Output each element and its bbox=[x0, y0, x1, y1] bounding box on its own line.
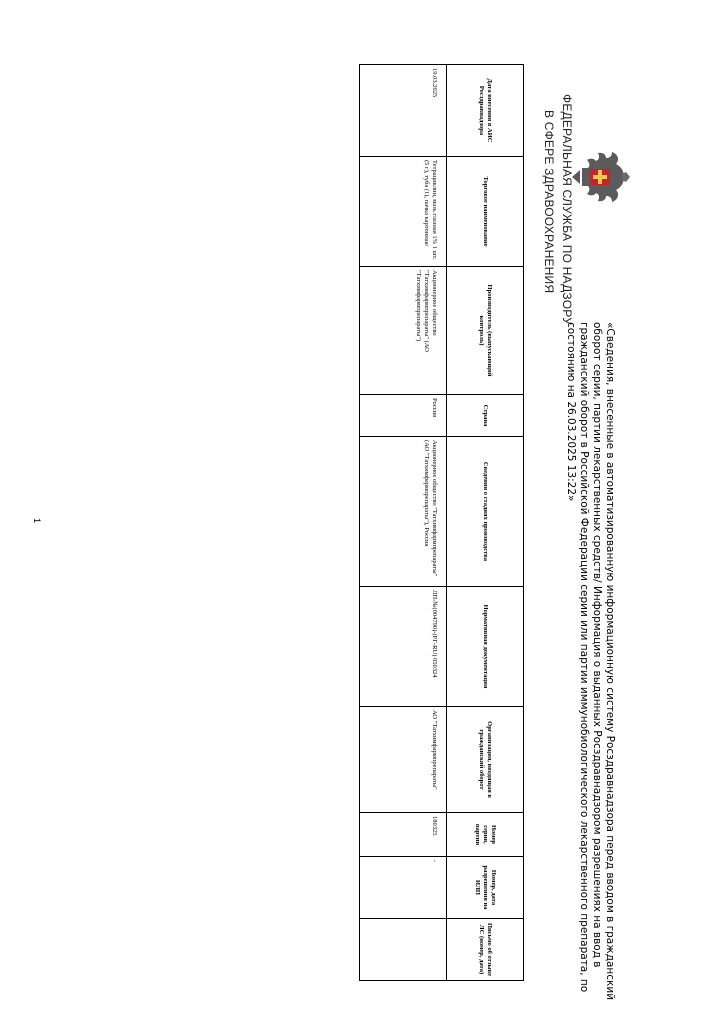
table-cell: 180325 bbox=[360, 813, 447, 857]
table-row bbox=[360, 65, 447, 981]
table-header-row bbox=[447, 65, 524, 981]
table-cell: Россия bbox=[360, 395, 447, 437]
agency-name-line-2: В СФЕРЕ ЗДРАВООХРАНЕНИЯ bbox=[542, 110, 556, 294]
column-header: Производитель (выпускающий контроль) bbox=[447, 267, 524, 395]
column-header: Торговое наименование bbox=[447, 157, 524, 267]
column-header: Дата внесения в АИС Росздравнадзора bbox=[447, 65, 524, 157]
page-number: 1 bbox=[32, 518, 42, 524]
table-cell: Тетрациклин, мазь глазная 1% 1 шт. (5 г), туба (1), пачка картонная/ bbox=[360, 157, 447, 267]
column-header: Страна bbox=[447, 395, 524, 437]
agency-name bbox=[540, 94, 576, 326]
column-header: Номер, дата разрешения на ИЛП bbox=[447, 857, 524, 919]
column-header: Организация, вводящая в гражданский оборот bbox=[447, 707, 524, 813]
column-header: Нормативная документация bbox=[447, 587, 524, 707]
document-heading: «Сведения, внесенные в автоматизированную информационную систему Росздравнадзора перед вводом в гражданский оборот серии, партии лекарственных средств/ Информация о выданных Росздравнадзором разрешениях на ввод в гражданский оборот в Российской Федерации серии или партии иммунобиологического лекарственного препарата, по состоянию на 26.03.2025 13:22» bbox=[565, 322, 616, 1001]
column-header: Номер серии, партии bbox=[447, 813, 524, 857]
table-cell: Акционерное общество "Татхимфармпрепараты" (АО "Татхимфармпрепараты") bbox=[360, 267, 447, 395]
table-cell: 19.03.2025 bbox=[360, 65, 447, 157]
table-cell: Акционерное общество "Татхимфармпрепараты" (АО "Татхимфармпрепараты"), Россия bbox=[360, 437, 447, 587]
agency-name-line-1: ФЕДЕРАЛЬНАЯ СЛУЖБА ПО НАДЗОРУ bbox=[560, 94, 574, 326]
table-cell bbox=[360, 919, 447, 981]
table-cell: - bbox=[360, 857, 447, 919]
eagle-emblem-icon bbox=[568, 150, 630, 204]
column-header: Сведения о стадиях производства bbox=[447, 437, 524, 587]
table-cell: АО "Татхимфармпрепараты" bbox=[360, 707, 447, 813]
registry-table bbox=[359, 64, 524, 981]
table-cell: ЛП-№(004790)-(РГ-RU) 050324 bbox=[360, 587, 447, 707]
column-header: Письмо об отзыве ЛС (номер, дата) bbox=[447, 919, 524, 981]
